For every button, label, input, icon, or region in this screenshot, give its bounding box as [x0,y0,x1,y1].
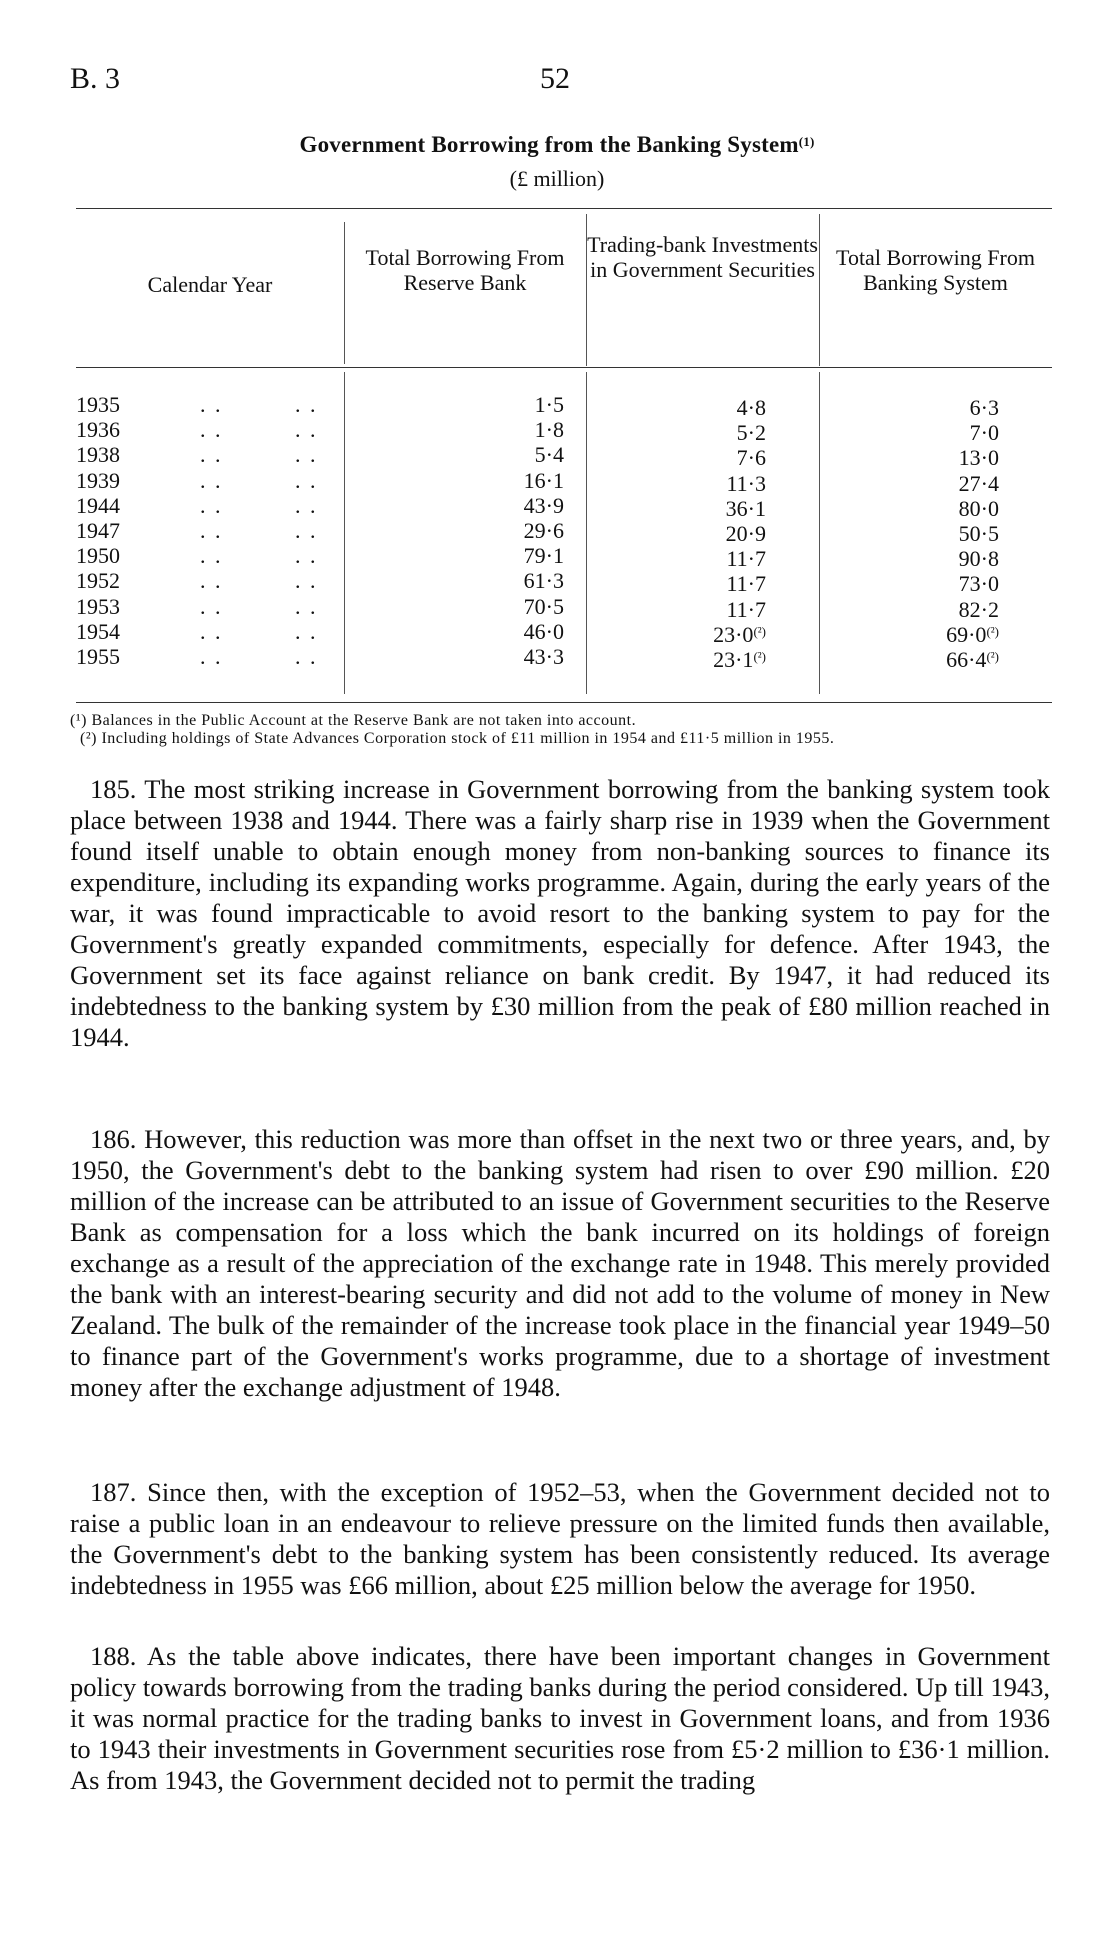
paragraph-text: The most striking increase in Government borrowing from the banking system took place between 1938 and 1944. There was a fairly sharp rise in 1939 when the Government found itself unable to obtain enough money from non-banking sources to finance its expenditure, including its expanding works programme. Again, during the early years of the war, it was found impracticable to avoid resort to the banking system to pay for the Government's greatly expanded commitments, especially for defence. After 1943, the Government set its face against reliance on bank credit. By 1947, it had reduced its indebtedness to the banking system by £30 million from the peak of £80 million reached in 1944. [70,774,1050,1052]
year-cell: 1947 [76,517,120,543]
year-cell: 1950 [76,543,120,569]
column-header-year: Calendar Year [147,272,273,297]
trading-bank-cell: $23\cdot 1^{(^2)}$ [713,646,766,672]
column-header-trading-bank: Trading-bank Investments in Government Securities [587,232,818,282]
leader-dots: . . [200,618,223,644]
total-cell: 90·8 [958,546,999,572]
leader-dots: . . [295,392,318,417]
leader-dots: . . [200,568,223,594]
total-cell: $69\cdot 0^{(^2)}$ [946,621,999,647]
trading-bank-cell: 11·7 [726,571,766,597]
year-cell: 1954 [76,618,120,644]
leader-dots: . . [200,417,223,443]
paragraph-185 [70,774,1050,1053]
table-body [0,392,1114,672]
trading-bank-cell: 11·7 [726,546,766,572]
table-row [0,593,1114,622]
reserve-bank-cell: 43·9 [523,492,564,518]
leader-dots: . . [200,492,223,518]
trading-bank-cell: 36·1 [725,495,766,521]
table-row [0,618,1114,647]
total-cell: 6·3 [969,395,999,420]
paragraph-186 [70,1124,1050,1403]
total-cell: 7·0 [969,420,999,446]
leader-dots: . . [200,593,223,619]
reserve-bank-cell: 79·1 [523,543,564,569]
leader-dots: . . [295,618,318,644]
year-cell: 1952 [76,568,120,594]
column-header-banking-system: Total Borrowing From Banking System [836,245,1035,295]
leader-dots: . . [295,467,318,493]
paragraph-text: Since then, with the exception of 1952–53, when the Government decided not to raise a public loan in an endeavour to relieve pressure on the limited funds then available, the Government's debt to the banking system has been consistently reduced. Its average indebtedness in 1955 was £66 million, about £25 million below the average for 1950. [70,1477,1051,1600]
paragraph-text: However, this reduction was more than offset in the next two or three years, and, by 1950, the Government's debt to the banking system had risen to over £90 million. £20 million of the increase can be attributed to an issue of Government securities to the Reserve Bank as compensation for a loss which the bank incurred on its holdings of foreign exchange as a result of the appreciation of the exchange rate in 1948. This merely provided the bank with an interest-bearing security and did not add to the volume of money in New Zealand. The bulk of the remainder of the increase took place in the financial year 1949–50 to finance part of the Government's works programme, due to a shortage of investment money after the exchange adjustment of 1948. [70,1124,1051,1402]
year-cell: 1936 [76,417,120,443]
year-cell: 1944 [76,492,120,518]
table-title-footnote-ref: 1 [803,134,810,149]
total-cell: 82·2 [958,596,999,622]
leader-dots: . . [295,593,318,619]
total-cell: 13·0 [958,445,999,471]
trading-bank-cell: 11·7 [726,596,766,622]
leader-dots: . . [295,543,318,569]
table-row [0,417,1114,446]
trading-bank-cell: 20·9 [725,520,766,546]
trading-bank-cell: 5·2 [736,420,766,446]
leader-dots: . . [200,643,223,669]
reserve-bank-cell: 1·8 [534,417,564,443]
year-cell: 1939 [76,467,120,493]
leader-dots: . . [295,643,318,669]
year-cell: 1938 [76,442,120,468]
total-cell: 73·0 [958,571,999,597]
year-cell: 1953 [76,593,120,619]
leader-dots: . . [200,467,223,493]
paragraph-text: As the table above indicates, there have been important changes in Government policy towards borrowing from the trading banks during the period considered. Up till 1943, it was normal practice for the trading banks to invest in Government loans, and from 1936 to 1943 their investments in Government securities rose from £5·2 million to £36·1 million. As from 1943, the Government decided not to permit the trading [70,1641,1050,1795]
table-top-rule [76,208,1052,209]
table-unit: (£ million) [509,166,605,191]
leader-dots: . . [200,543,223,569]
footnote-2: (²) Including holdings of State Advances Corporation stock of £11 million in 1954 and £11·5 million in 1955. [80,730,835,747]
leader-dots: . . [200,442,223,468]
trading-bank-cell: 11·3 [726,470,766,496]
reserve-bank-cell: 16·1 [523,467,564,493]
table-bottom-rule [76,702,1052,703]
table-row [0,392,1114,420]
paragraph-number: 188. [90,1641,137,1671]
table-row [0,492,1114,521]
table-header-rule [76,367,1052,368]
table-title-text: Government Borrowing from the Banking System [299,132,799,157]
reserve-bank-cell: 61·3 [523,568,564,594]
leader-dots: . . [295,517,318,543]
reserve-bank-cell: 70·5 [523,593,564,619]
leader-dots: . . [295,492,318,518]
document-reference: B. 3 [70,62,121,95]
leader-dots: . . [200,392,223,417]
page-number: 52 [540,62,570,95]
total-cell: 27·4 [958,470,999,496]
reserve-bank-cell: 1·5 [534,392,564,417]
leader-dots: . . [295,568,318,594]
table-row [0,467,1114,496]
total-cell: 50·5 [958,520,999,546]
table-row [0,442,1114,471]
year-cell: 1935 [76,392,120,417]
trading-bank-cell: $23\cdot 0^{(^2)}$ [713,621,766,647]
table-title: Government Borrowing from the Banking System$^{(1)}$ [299,132,815,157]
paragraph-188 [70,1641,1050,1796]
trading-bank-cell: 4·8 [736,395,766,420]
reserve-bank-cell: 5·4 [534,442,564,468]
leader-dots: . . [295,442,318,468]
trading-bank-cell: 7·6 [736,445,766,471]
total-cell: 80·0 [958,495,999,521]
leader-dots: . . [200,517,223,543]
paragraph-187 [70,1477,1050,1601]
table-row [0,568,1114,597]
year-cell: 1955 [76,643,120,669]
reserve-bank-cell: 46·0 [523,618,564,644]
footnote-1: (¹) Balances in the Public Account at the Reserve Bank are not taken into account. [70,712,637,729]
page-header [0,62,1114,102]
paragraph-number: 187. [90,1477,137,1507]
paragraph-number: 186. [90,1124,137,1154]
table-row [0,543,1114,572]
total-cell: $66\cdot 4^{(^2)}$ [946,646,999,672]
reserve-bank-cell: 43·3 [523,643,564,669]
column-header-reserve-bank: Total Borrowing From Reserve Bank [365,245,565,295]
table-row [0,517,1114,546]
table-row [0,643,1114,672]
leader-dots: . . [295,417,318,443]
reserve-bank-cell: 29·6 [523,517,564,543]
paragraph-number: 185. [90,774,137,804]
